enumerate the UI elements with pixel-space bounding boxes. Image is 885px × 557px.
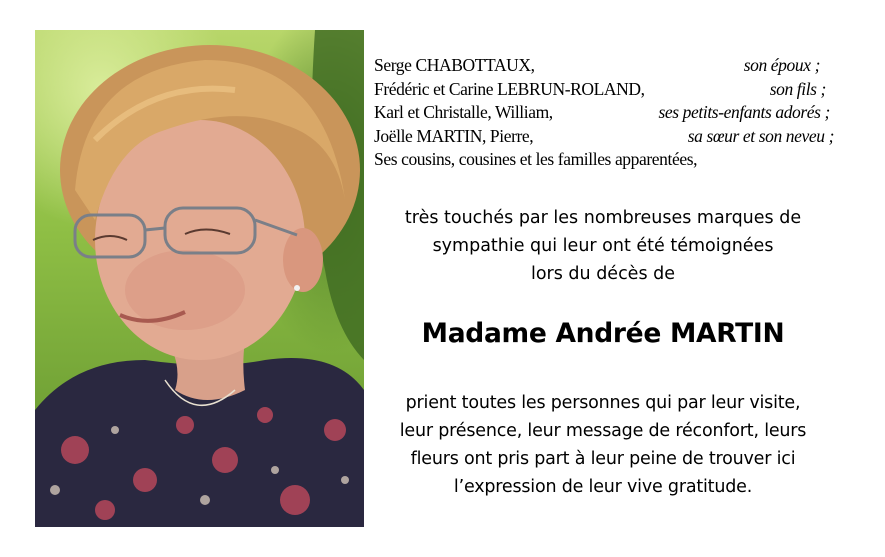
family-line: [374, 125, 834, 149]
family-member-name: Karl et Christalle, William,: [374, 102, 553, 122]
family-member-role: son fils ;: [769, 78, 826, 99]
family-member-name: Serge CHABOTTAUX,: [374, 55, 535, 75]
intro-line: sympathie qui leur ont été témoignées: [432, 236, 774, 256]
family-member-name: Ses cousins, cousines et les familles apparentées,: [374, 149, 698, 169]
family-list: [374, 54, 834, 172]
portrait-photo: [35, 30, 364, 527]
family-member-name: Joëlle MARTIN, Pierre,: [374, 125, 534, 146]
family-member-role: sa sœur et son neveu ;: [687, 125, 834, 146]
intro-text: [343, 204, 863, 288]
portrait-illustration: [35, 30, 364, 527]
family-member-name: Frédéric et Carine LEBRUN-ROLAND,: [374, 78, 645, 99]
closing-line: prient toutes les personnes qui par leur visite,: [405, 393, 801, 413]
closing-line: leur présence, leur message de réconfort, leurs: [399, 421, 807, 441]
family-line: [374, 101, 834, 125]
intro-line: très touchés par les nombreuses marques de: [404, 208, 802, 228]
closing-line: fleurs ont pris part à leur peine de trouver ici: [410, 449, 796, 469]
family-member-role: ses petits-enfants adorés ;: [658, 102, 830, 122]
family-line: [374, 148, 834, 172]
deceased-name: Madame Andrée MARTIN: [421, 318, 785, 349]
intro-line: lors du décès de: [530, 264, 676, 284]
family-member-role: son époux ;: [743, 55, 820, 75]
family-line: [374, 54, 834, 78]
closing-line: l’expression de leur vive gratitude.: [453, 477, 753, 497]
family-line: [374, 78, 834, 102]
closing-text: [343, 389, 863, 501]
